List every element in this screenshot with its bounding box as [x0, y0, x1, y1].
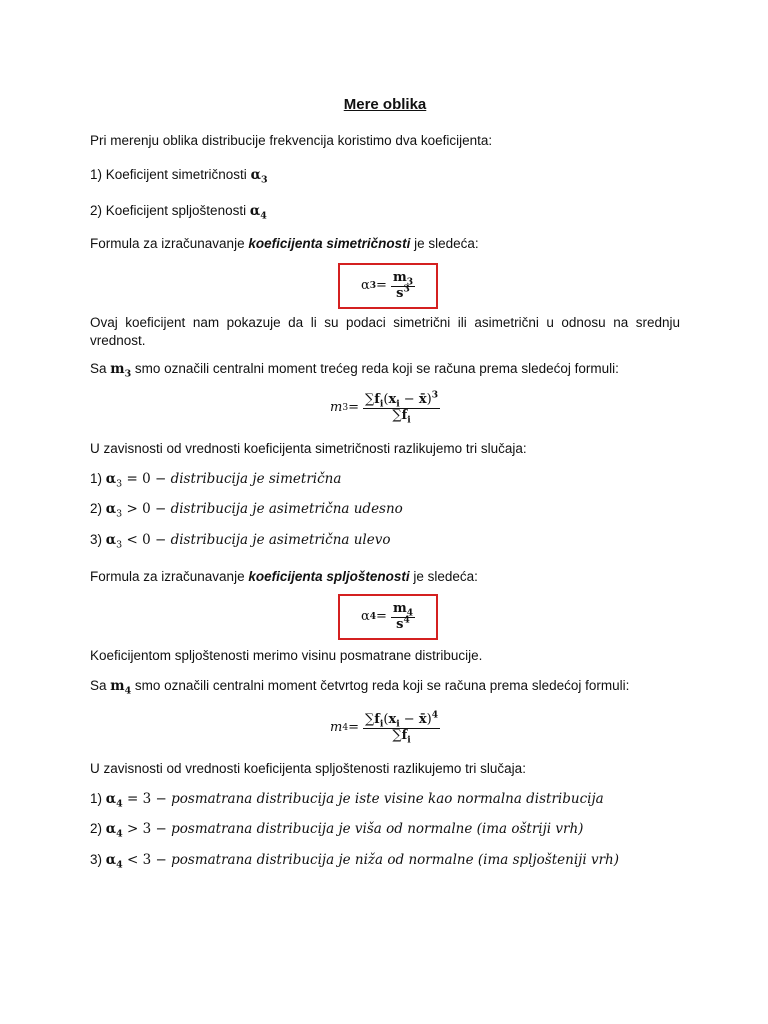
- freq-symbol: f: [374, 391, 380, 407]
- formula-intro-bold: koeficijenta spljoštenosti: [248, 569, 410, 584]
- power-exponent: 4: [431, 709, 439, 721]
- fraction: [363, 389, 440, 426]
- sum-sign: ∑: [365, 711, 375, 727]
- formula-intro-bold: koeficijenta simetričnosti: [248, 236, 411, 251]
- fraction-denominator: [390, 409, 412, 424]
- fraction-denominator: [390, 729, 412, 744]
- case-number: 2): [90, 501, 106, 516]
- equals-sign: =: [376, 277, 387, 293]
- symmetry-cases-intro: U zavisnosti od vrednosti koeficijenta simetričnosti razlikujemo tri slučaja:: [90, 441, 527, 456]
- equals-sign: =: [348, 719, 360, 735]
- index-subscript: i: [379, 398, 384, 410]
- case-operator: = 3 −: [122, 791, 172, 807]
- right-paren: ): [426, 711, 432, 727]
- intro-paragraph: Pri merenju oblika distribucije frekvencija koristimo dva koeficijenta:: [90, 133, 493, 148]
- alpha-symbol: α: [250, 167, 261, 183]
- sa-text: Sa: [90, 361, 111, 376]
- kurtosis-case-3: [90, 851, 619, 870]
- moment-subscript: 3: [406, 276, 414, 288]
- formula-intro-suffix: je sledeća:: [409, 569, 478, 584]
- alpha-symbol: α: [105, 821, 117, 837]
- power-exponent: 3: [431, 389, 439, 401]
- alpha-subscript: 3: [116, 508, 123, 520]
- alpha-subscript: 4: [116, 859, 123, 871]
- m3-description-text: smo označili centralni moment trećeg reda koji se računa prema sledećoj formuli:: [131, 361, 619, 376]
- fraction: [391, 271, 415, 302]
- list-item-kurtosis: [90, 202, 267, 221]
- x-symbol: x: [388, 391, 397, 407]
- m3-formula: m 3 = $\frac{\sum f_i(x_i - x̄)^3}{\sum f_i}$: [329, 389, 439, 426]
- sum-sign: ∑: [392, 407, 402, 423]
- std-symbol: s: [396, 285, 404, 301]
- list-item-label: 2) Koeficijent spljoštenosti: [90, 203, 247, 218]
- formula-intro-text: Formula za izračunavanje: [90, 569, 249, 584]
- kurtosis-case-2: [90, 820, 583, 839]
- symmetry-case-3: [90, 531, 391, 550]
- moment-subscript: 4: [124, 685, 132, 697]
- equals-sign: =: [376, 608, 387, 624]
- case-text: posmatrana distribucija je niža od normalne (ima spljošteniji vrh): [171, 852, 619, 868]
- minus-sign: −: [399, 711, 419, 727]
- fraction: [363, 709, 440, 746]
- alpha-symbol: α: [105, 532, 117, 548]
- formula-intro-text: Formula za izračunavanje: [90, 236, 249, 251]
- moment-subscript: 4: [406, 607, 414, 619]
- document-page: [90, 0, 680, 1024]
- case-text: posmatrana distribucija je iste visine kao normalna distribucija: [171, 791, 604, 807]
- minus-sign: −: [399, 391, 419, 407]
- std-exponent: 3: [403, 283, 410, 295]
- m4-description-text: smo označili centralni moment četvrtog reda koji se računa prema sledećoj formuli:: [131, 678, 630, 693]
- m4-description: [90, 677, 629, 696]
- case-operator: > 0 −: [122, 501, 171, 517]
- left-paren: (: [383, 391, 389, 407]
- kurtosis-case-1: [90, 790, 604, 809]
- moment-symbol: m: [392, 269, 407, 285]
- moment-symbol: m: [110, 678, 125, 694]
- fraction-denominator: [394, 283, 412, 302]
- symmetry-description: Ovaj koeficijent nam pokazuje da li su podaci simetrični ili asimetrični u odnosu na srednju vrednost.: [90, 315, 680, 348]
- case-number: 3): [90, 852, 106, 867]
- case-number: 1): [90, 791, 106, 806]
- symmetry-case-2: [90, 500, 403, 519]
- page-title: Mere oblika: [343, 96, 427, 113]
- index-subscript: i: [396, 718, 400, 730]
- case-text: distribucija je asimetrična ulevo: [170, 532, 391, 548]
- alpha-symbol: α: [105, 791, 117, 807]
- kurtosis-formula-box: α 4 = $\frac{m_4}{s^4}$: [338, 594, 438, 640]
- mean-symbol: x̄: [418, 391, 427, 407]
- sum-sign: ∑: [365, 391, 375, 407]
- fraction: [391, 602, 415, 633]
- moment-symbol: m: [110, 361, 125, 377]
- alpha-subscript: 3: [260, 174, 268, 186]
- alpha-symbol: α: [360, 277, 370, 293]
- symmetry-formula-box: α 3 = $\frac{m_3}{s^3}$: [338, 263, 438, 309]
- moment-symbol: m: [392, 600, 407, 616]
- case-operator: > 3 −: [122, 821, 172, 837]
- freq-symbol: f: [374, 711, 380, 727]
- index-subscript: i: [379, 718, 384, 730]
- case-number: 1): [90, 471, 106, 486]
- alpha-subscript: 4: [260, 210, 267, 222]
- case-text: distribucija je asimetrična udesno: [170, 501, 403, 517]
- list-item-symmetry: [90, 166, 268, 185]
- alpha-symbol: α: [249, 203, 261, 219]
- case-text: posmatrana distribucija je viša od normalne (ima oštriji vrh): [171, 821, 584, 837]
- index-subscript: i: [407, 734, 411, 746]
- m4-formula: m 4 = $\frac{\sum f_i(x_i - x̄)^4}{\sum f_i}$: [329, 709, 439, 746]
- sa-text: Sa: [90, 678, 111, 693]
- fraction-denominator: [394, 614, 412, 633]
- alpha-subscript: 4: [116, 798, 123, 810]
- moment-subscript: 3: [124, 368, 132, 380]
- index-subscript: i: [407, 414, 411, 426]
- freq-symbol: f: [401, 407, 408, 423]
- equals-sign: =: [348, 399, 360, 415]
- alpha-subscript: 4: [116, 828, 123, 840]
- case-operator: < 0 −: [122, 532, 171, 548]
- moment-symbol: m: [329, 719, 343, 735]
- left-paren: (: [383, 711, 389, 727]
- kurtosis-description: Koeficijentom spljoštenosti merimo visinu posmatrane distribucije.: [90, 648, 483, 663]
- x-symbol: x: [388, 711, 397, 727]
- alpha-subscript: 3: [116, 478, 123, 490]
- moment-symbol: m: [329, 399, 343, 415]
- formula-intro-suffix: je sledeća:: [410, 236, 479, 251]
- kurtosis-cases-intro: U zavisnosti od vrednosti koeficijenta spljoštenosti razlikujemo tri slučaja:: [90, 761, 526, 776]
- formula-intro-kurtosis: [90, 568, 478, 586]
- case-operator: < 3 −: [122, 852, 172, 868]
- sum-sign: ∑: [392, 727, 402, 743]
- alpha-symbol: α: [105, 471, 117, 487]
- case-text: distribucija je simetrična: [170, 471, 342, 487]
- case-number: 3): [90, 532, 106, 547]
- std-exponent: 4: [403, 614, 410, 626]
- right-paren: ): [426, 391, 432, 407]
- case-number: 2): [90, 821, 106, 836]
- index-subscript: i: [396, 398, 400, 410]
- mean-symbol: x̄: [418, 711, 427, 727]
- freq-symbol: f: [401, 727, 408, 743]
- alpha-symbol: α: [105, 852, 117, 868]
- list-item-label: 1) Koeficijent simetričnosti: [90, 167, 247, 182]
- case-operator: = 0 −: [122, 471, 171, 487]
- m3-description: [90, 360, 619, 379]
- fraction-numerator: [363, 709, 440, 730]
- alpha-symbol: α: [360, 608, 370, 624]
- formula-intro-symmetry: [90, 235, 479, 253]
- symmetry-case-1: [90, 470, 341, 489]
- fraction-numerator: [363, 389, 440, 410]
- alpha-subscript: 3: [116, 539, 123, 551]
- std-symbol: s: [396, 616, 404, 632]
- alpha-symbol: α: [105, 501, 117, 517]
